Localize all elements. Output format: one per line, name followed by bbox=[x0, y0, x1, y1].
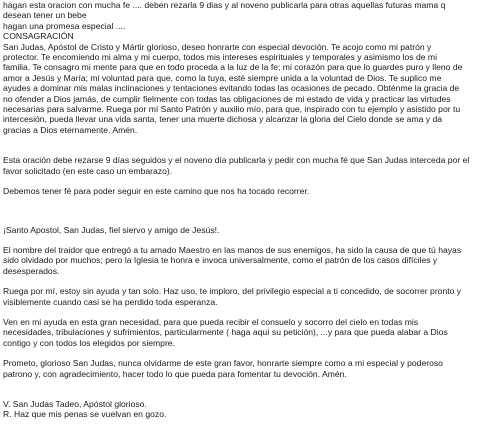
ruega-line: visiblemente cuando casi se ha perdido toda esperanza. bbox=[3, 296, 218, 307]
consagracion-line: protector. Te encomiendo mi alma y mi cuerpo, todos mis intereses espirituales y temporales y asimismo los de mi bbox=[3, 52, 437, 63]
intro-line: hagan esta oracion con mucha fe .... deben rezarla 9 dias y al noveno publicarla para otras aquellas futuras mama q bbox=[3, 0, 446, 10]
ven-paragraph bbox=[3, 317, 497, 348]
intro-paragraph bbox=[3, 0, 497, 31]
consagracion-line: amor a Jesús y María; mi voluntad para que, como la tuya, esté siempre unida a la voluntad de Dios. Te suplico me bbox=[3, 72, 442, 83]
consagracion-line: gracias a Dios eternamente. Amén. bbox=[3, 124, 138, 135]
nombre-line: desesperados. bbox=[3, 265, 60, 276]
prometo-line: patrono y, con agradecimiento, hacer todo lo que pueda para fomentar tu devoción. Amén. bbox=[3, 368, 347, 379]
invocacion-paragraph bbox=[3, 225, 497, 235]
closing-line-partial: R. Haz que mis penas se vuelvan en gozo. bbox=[3, 409, 167, 420]
ven-line: Ven en mi ayuda en esta gran necesidad, para que pueda recibir el consuelo y socorro del cielo en todas mis bbox=[3, 316, 419, 327]
intro-line: desean tener un bebe bbox=[3, 10, 87, 21]
nombre-line: sido olvidado por muchos; pero la Iglesia te honra e invoca universalmente, como el patrón de los casos difíciles y bbox=[3, 255, 438, 266]
instruccion-line: favor solicitado (en este caso un embarazo). bbox=[3, 165, 173, 176]
consagracion-line: no ofender a Dios jamás, de cumplir fielmente con todas las obligaciones de mi estado de vida y practicar las virtudes bbox=[3, 93, 451, 104]
ven-line: necesidades, tribulaciones y sufrimientos, particularmente ( haga aquí su petición), ...y para que pueda alabar a Dios bbox=[3, 327, 448, 338]
closing-line: V. San Judas Tadeo, Apóstol glorioso. bbox=[3, 398, 147, 409]
consagracion-line: intercesión, pueda llevar una vida santa, tener una muerte dichosa y alcanzar la gloria del Cielo donde se ama y da bbox=[3, 114, 443, 125]
nombre-line: El nombre del traidor que entregó a tu amado Maestro en las manos de sus enemigos, ha sido la causa de que tú hayas bbox=[3, 244, 462, 255]
prayer-document bbox=[3, 0, 497, 420]
consagracion-line: familia. Te consagro mi mente para que en todo proceda a la luz de la fe; mi corazón para que lo guardes puro y lleno de bbox=[3, 62, 463, 73]
ruega-paragraph bbox=[3, 286, 497, 307]
consagracion-heading: CONSAGRACIÓN bbox=[3, 31, 74, 42]
intro-line: hagan una promesa especial .... bbox=[3, 20, 126, 31]
consagracion-line: necesarias para salvarme. Ruega por mí Santo Patrón y auxilio mío, para que, inspirado con tu ejemplo y asistido por tu bbox=[3, 104, 461, 115]
debemos-line: Debemos tener fé para poder seguir en este camino que nos ha tocado recorrer. bbox=[3, 186, 310, 197]
prometo-line: Prometo, glorioso San Judas, nunca olvidarme de este gran favor, honrarte siempre como a mi especial y poderoso bbox=[3, 358, 443, 369]
ruega-line: Ruega por mí, estoy sin ayuda y tan solo. Haz uso, te imploro, del privilegio especial a ti concedido, de socorrer pronto y bbox=[3, 286, 462, 297]
ven-line: contigo y con todos los elegidos por siempre. bbox=[3, 337, 175, 348]
consagracion-line: ayudes a dominar mis malas inclinaciones y tentaciones evitando todas las ocasiones de pecado. Obténme la gracia de bbox=[3, 83, 460, 94]
consagracion-line: San Judas, Apóstol de Cristo y Mártir glorioso, deseo honrarte con especial devoción. Te acojo como mi patrón y bbox=[3, 41, 432, 52]
instruccion-paragraph bbox=[3, 155, 497, 176]
closing-paragraph bbox=[3, 398, 497, 420]
debemos-paragraph bbox=[3, 186, 497, 196]
instruccion-line: Esta oración debe rezarse 9 días seguidos y el noveno día publicarla y pedir con mucha fé que San Judas interceda por el bbox=[3, 155, 470, 166]
prometo-paragraph bbox=[3, 358, 497, 379]
invocacion-line: ¡Santo Apostol, San Judas, fiel siervo y amigo de Jesús!. bbox=[3, 224, 220, 235]
nombre-paragraph bbox=[3, 245, 497, 276]
consagracion-section bbox=[3, 31, 497, 135]
